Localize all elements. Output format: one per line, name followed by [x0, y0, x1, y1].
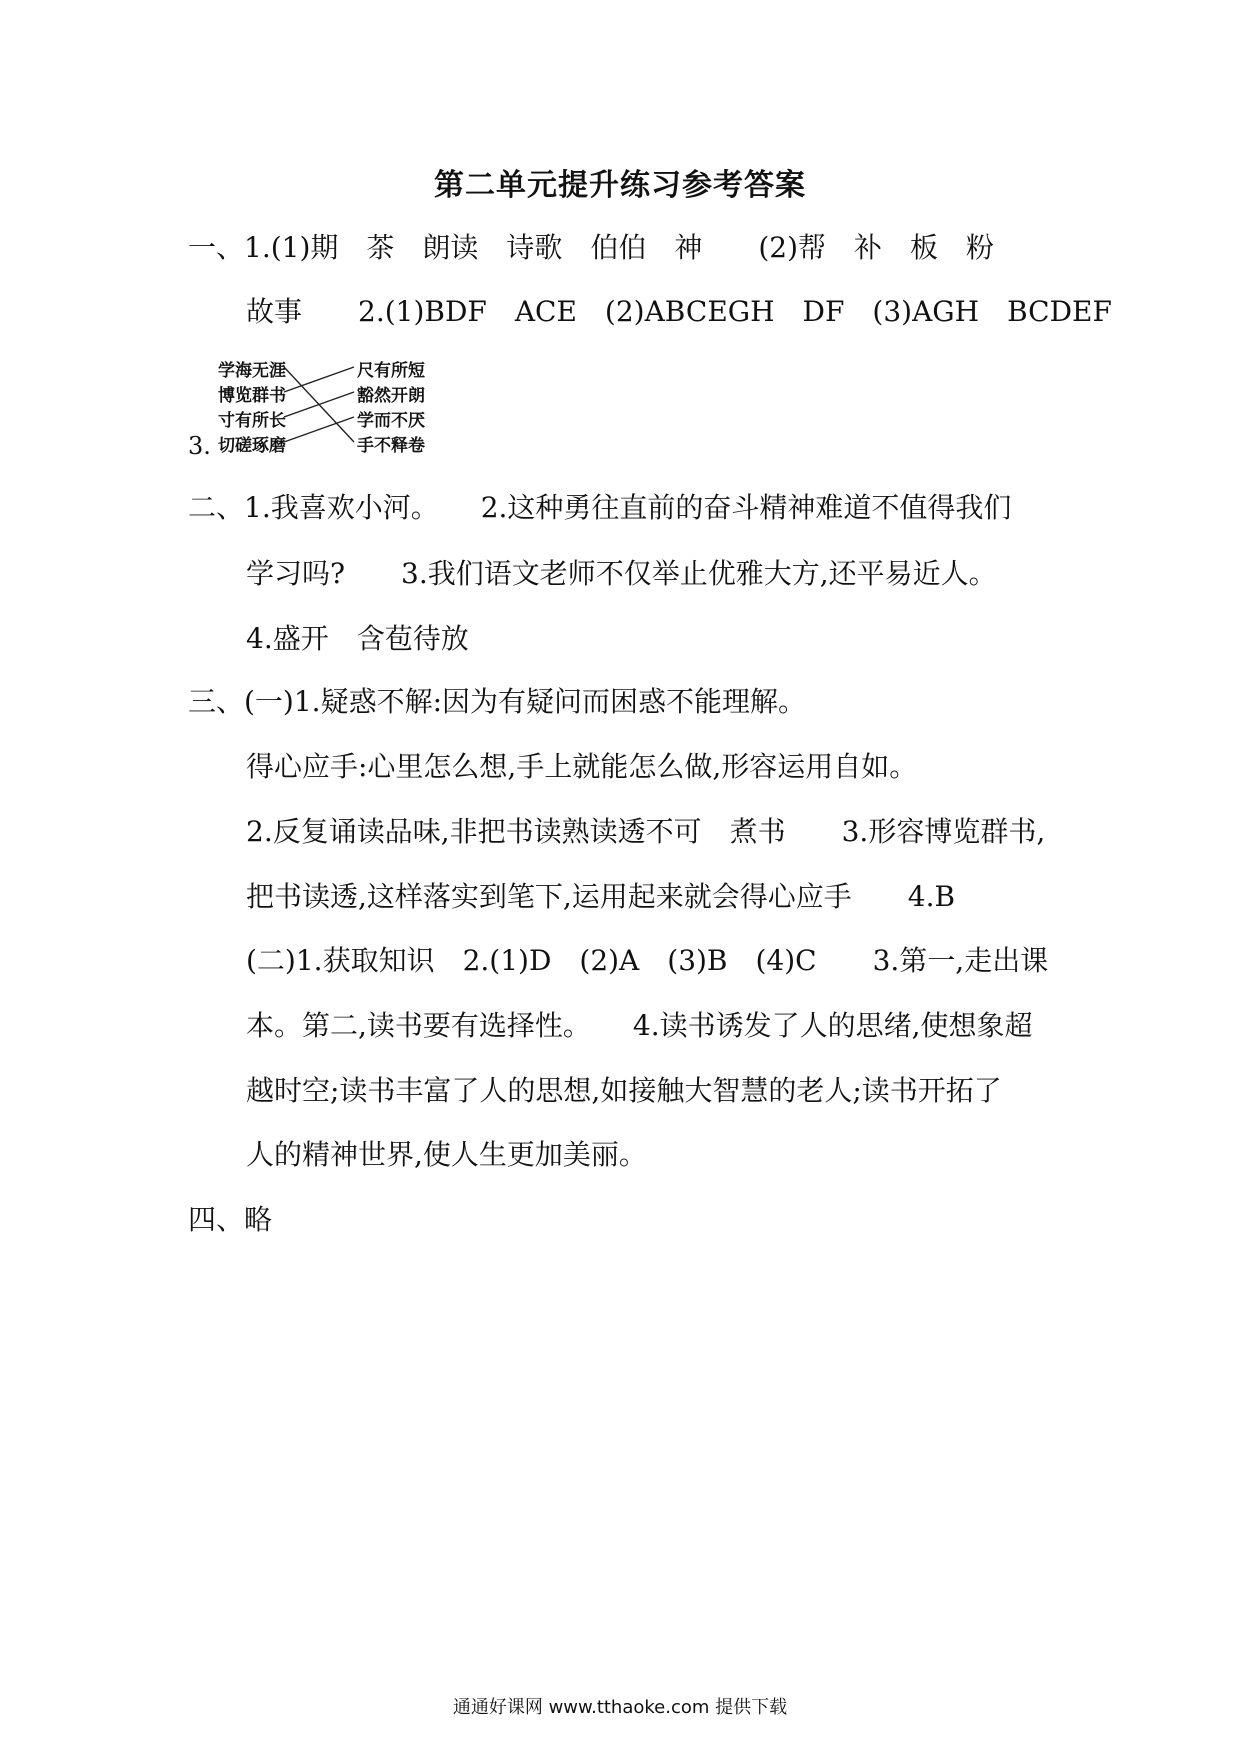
section3-line6: 本。第二,读书要有选择性。 4.读书诱发了人的思绪,使想象超	[246, 1009, 1033, 1042]
match-line-4-3	[284, 417, 354, 442]
match-right-1: 尺有所短	[357, 361, 425, 381]
page-title: 第二单元提升练习参考答案	[434, 168, 806, 203]
footer-credit: 通通好课网 www.tthaoke.com 提供下载	[452, 1697, 788, 1718]
section1-line1: 一、1.(1)期 茶 朗读 诗歌 伯伯 神 (2)帮 补 板 粉	[188, 231, 995, 264]
question-3-number: 3.	[188, 432, 211, 460]
match-left-1: 学海无涯	[218, 361, 286, 381]
section3-line2: 得心应手:心里怎么想,手上就能怎么做,形容运用自如。	[246, 750, 918, 783]
match-right-3: 学而不厌	[357, 411, 425, 431]
section3-line5: (二)1.获取知识 2.(1)D (2)A (3)B (4)C 3.第一,走出课	[246, 944, 1049, 977]
section3-line4: 把书读透,这样落实到笔下,运用起来就会得心应手 4.B	[246, 880, 956, 913]
match-line-3-2	[284, 392, 354, 417]
section2-line3: 4.盛开 含苞待放	[246, 622, 469, 655]
section2-line2: 学习吗? 3.我们语文老师不仅举止优雅大方,还平易近人。	[246, 557, 997, 590]
match-left-4: 切磋琢磨	[218, 436, 286, 456]
section3-line3: 2.反复诵读品味,非把书读熟读透不可 煮书 3.形容博览群书,	[246, 815, 1046, 848]
section3-line1: 三、(一)1.疑惑不解:因为有疑问而困惑不能理解。	[188, 685, 806, 718]
match-line-2-1	[284, 367, 354, 392]
section2-line1: 二、1.我喜欢小河。 2.这种勇往直前的奋斗精神难道不值得我们	[188, 491, 1012, 524]
section3-line8: 人的精神世界,使人生更加美丽。	[246, 1138, 647, 1171]
section1-line2: 故事 2.(1)BDF ACE (2)ABCEGH DF (3)AGH BCDEF	[246, 295, 1112, 328]
section3-line7: 越时空;读书丰富了人的思想,如接触大智慧的老人;读书开拓了	[246, 1074, 1002, 1107]
match-left-2: 博览群书	[218, 386, 286, 406]
match-right-2: 豁然开朗	[357, 386, 425, 406]
section4-line1: 四、略	[188, 1203, 273, 1236]
matching-lines	[280, 358, 358, 458]
match-right-4: 手不释卷	[357, 436, 425, 456]
match-left-3: 寸有所长	[218, 411, 286, 431]
